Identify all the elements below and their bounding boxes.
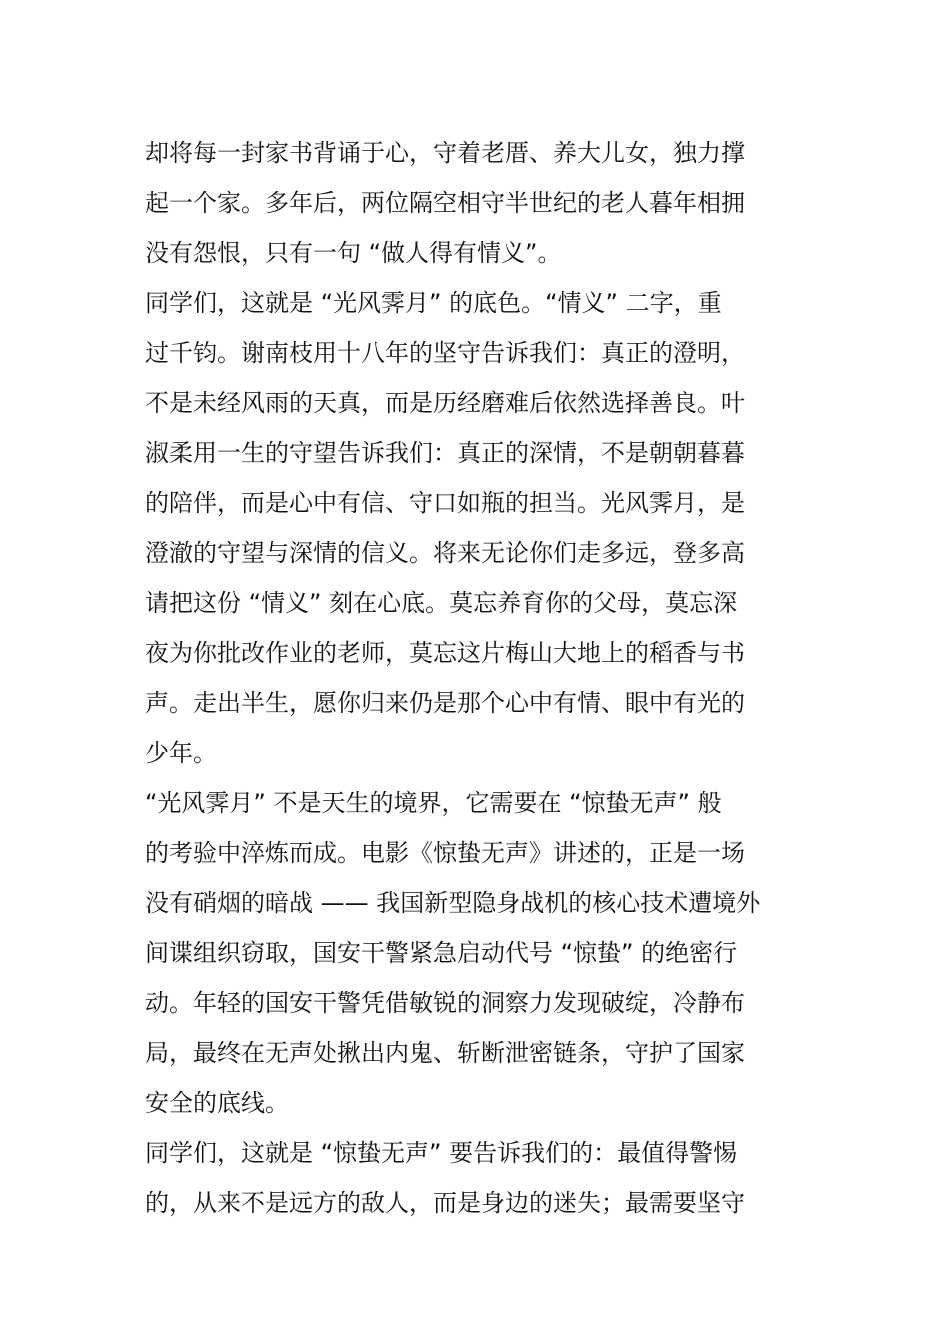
text-line: 间谍组织窃取，国安干警紧急启动代号 “惊蛰” 的绝密行 xyxy=(145,939,738,967)
text-line: 同学们，这就是 “惊蛰无声” 要告诉我们的：最值得警惕 xyxy=(145,1139,738,1167)
text-line: 没有怨恨，只有一句 “做人得有情义”。 xyxy=(145,239,562,267)
text-line: 淑柔用一生的守望告诉我们：真正的深情，不是朝朝暮暮 xyxy=(145,439,745,467)
text-line: 安全的底线。 xyxy=(145,1089,289,1117)
text-line: “光风霁月” 不是天生的境界，它需要在 “惊蛰无声” 般 xyxy=(145,789,722,817)
text-line: 少年。 xyxy=(145,739,217,767)
text-line: 的，从来不是远方的敌人，而是身边的迷失；最需要坚守 xyxy=(145,1189,745,1217)
text-line: 却将每一封家书背诵于心，守着老厝、养大儿女，独力撑 xyxy=(145,139,745,167)
text-line: 的陪伴，而是心中有信、守口如瓶的担当。光风霁月，是 xyxy=(145,489,745,517)
text-line: 局，最终在无声处揪出内鬼、斩断泄密链条，守护了国家 xyxy=(145,1039,745,1067)
text-line: 没有硝烟的暗战 —— 我国新型隐身战机的核心技术遭境外 xyxy=(145,889,761,917)
text-line: 夜为你批改作业的老师，莫忘这片梅山大地上的稻香与书 xyxy=(145,639,745,667)
text-line: 动。年轻的国安干警凭借敏锐的洞察力发现破绽，冷静布 xyxy=(145,989,745,1017)
text-line: 不是未经风雨的天真，而是历经磨难后依然选择善良。叶 xyxy=(145,389,745,417)
text-line: 同学们，这就是 “光风霁月” 的底色。“情义” 二字，重 xyxy=(145,289,722,317)
text-line: 的考验中淬炼而成。电影《惊蛰无声》讲述的，正是一场 xyxy=(145,839,745,867)
text-line: 过千钧。谢南枝用十八年的坚守告诉我们：真正的澄明， xyxy=(145,339,745,367)
text-line: 声。走出半生，愿你归来仍是那个心中有情、眼中有光的 xyxy=(145,689,745,717)
text-line: 请把这份 “情义” 刻在心底。莫忘养育你的父母，莫忘深 xyxy=(145,589,738,617)
text-line: 起一个家。多年后，两位隔空相守半世纪的老人暮年相拥 xyxy=(145,189,745,217)
text-line: 澄澈的守望与深情的信义。将来无论你们走多远，登多高 xyxy=(145,539,745,567)
